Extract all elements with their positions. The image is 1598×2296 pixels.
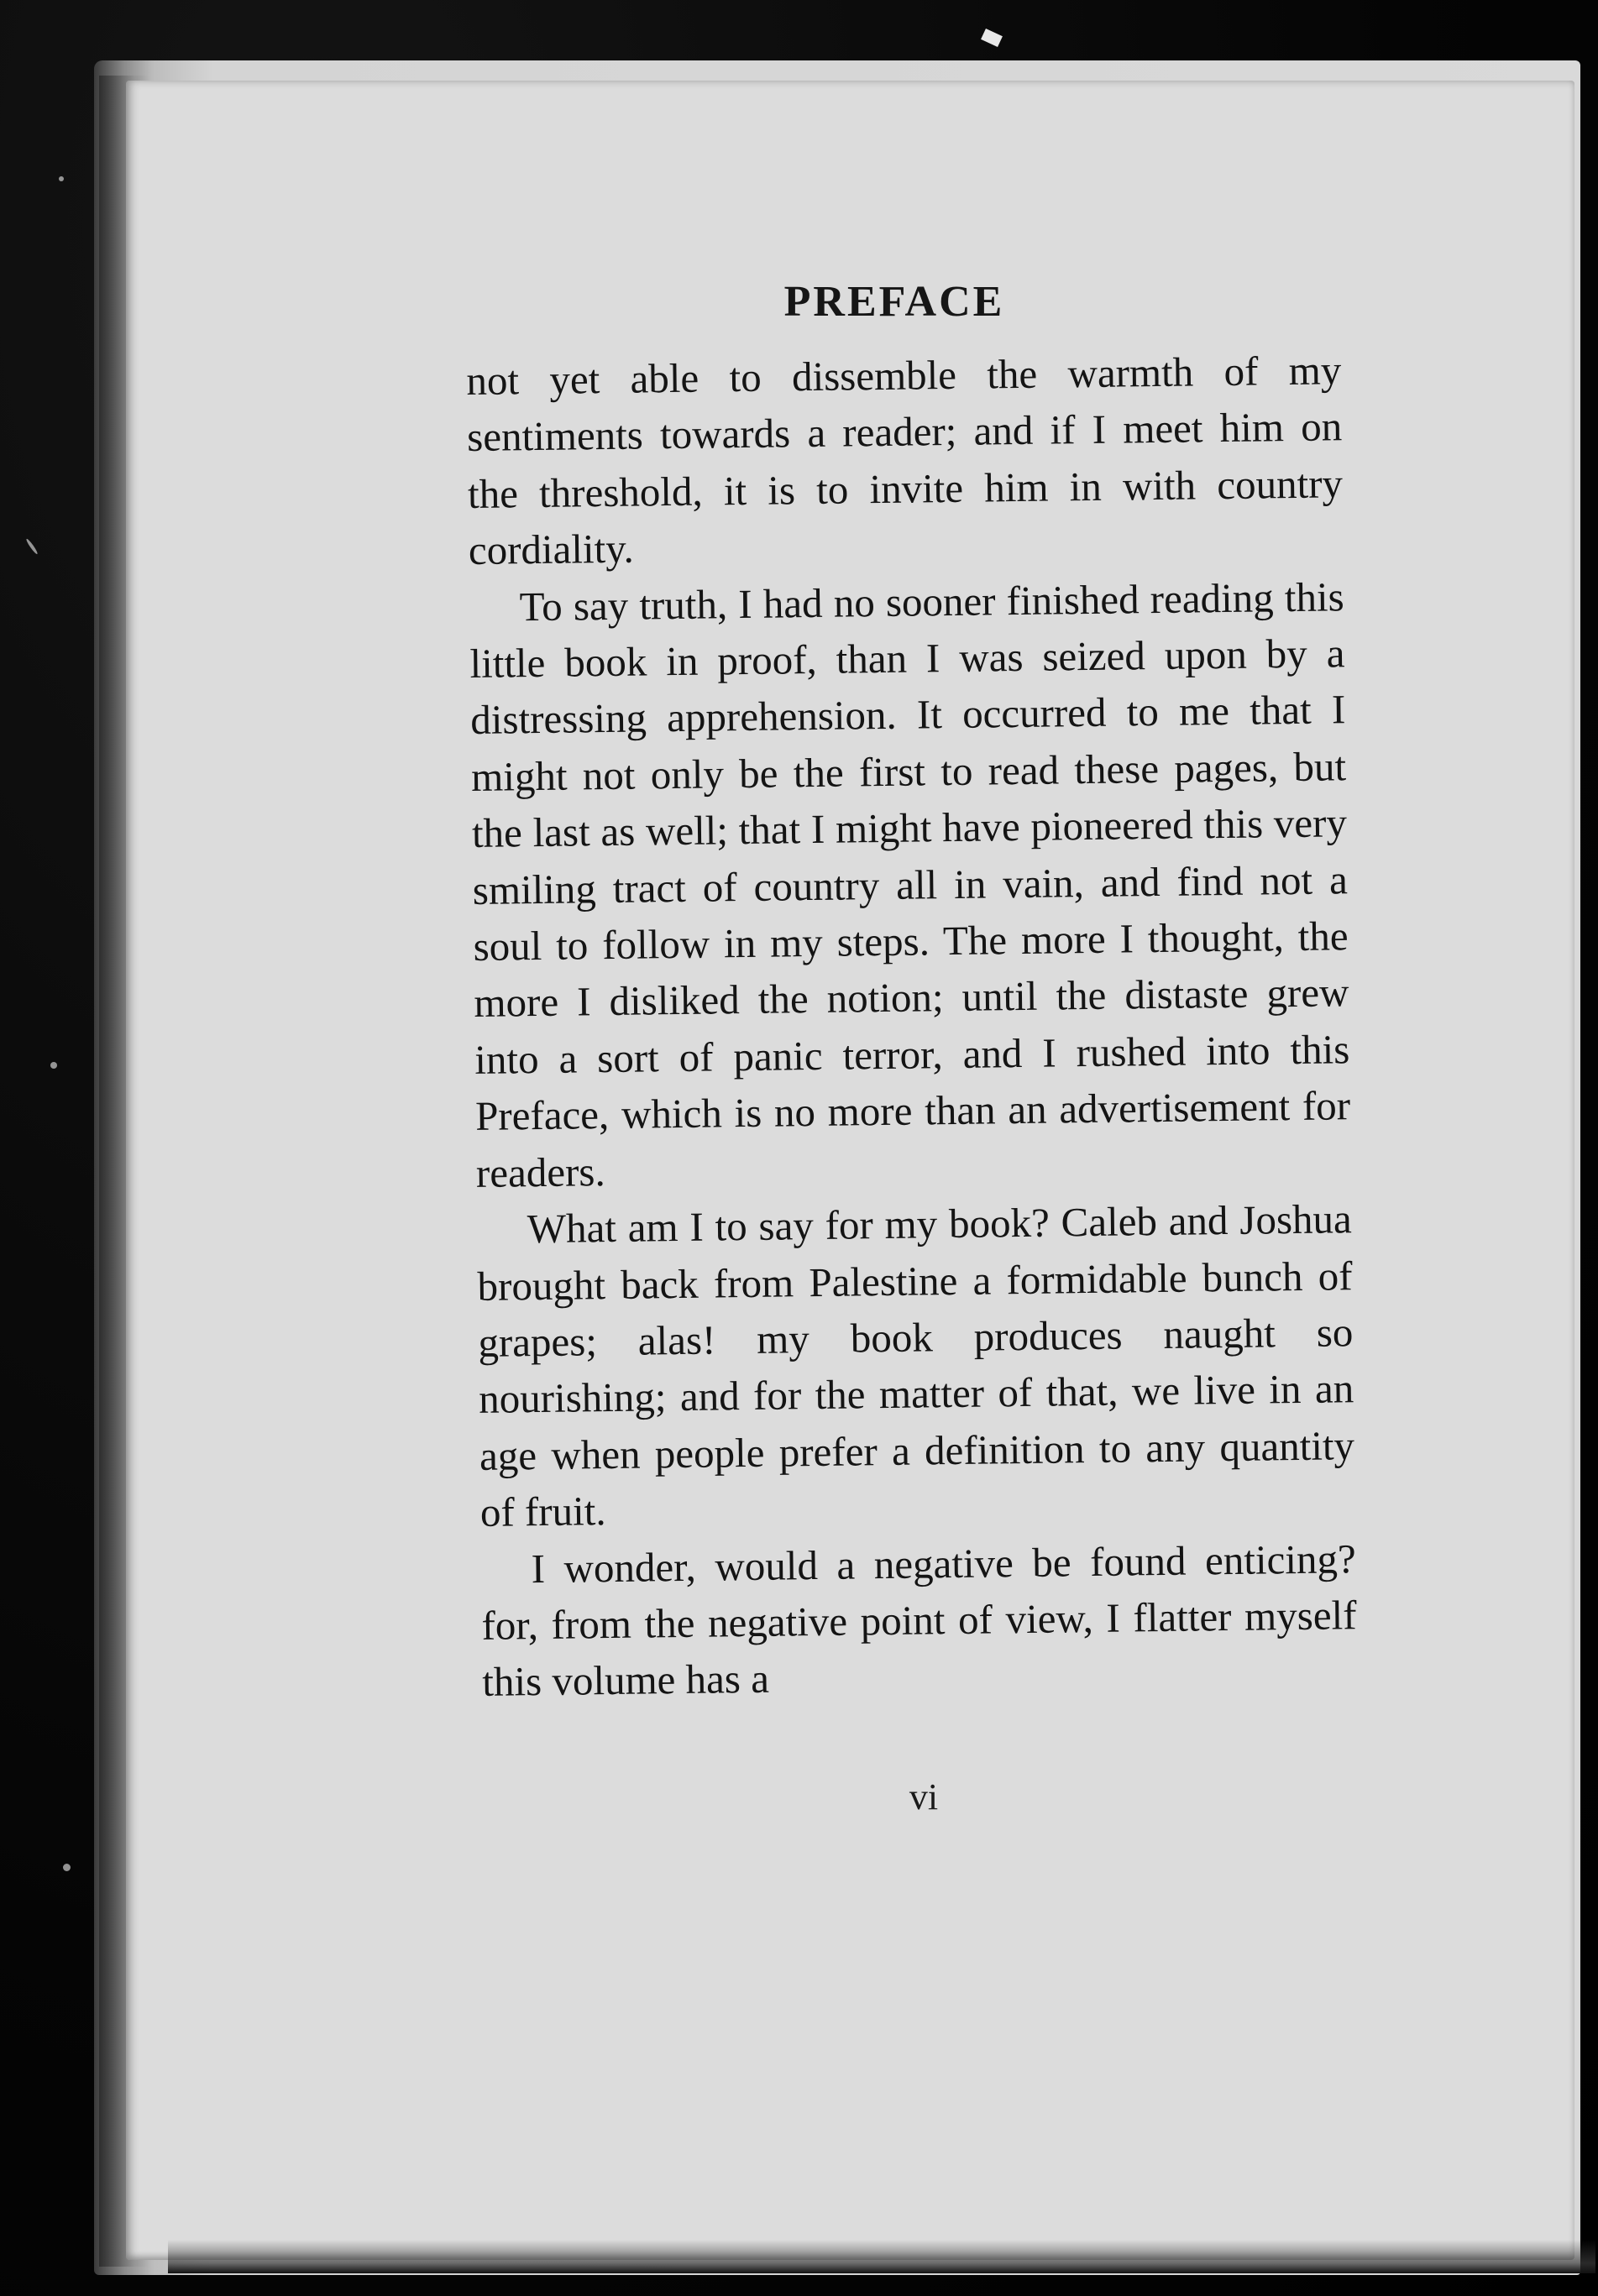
running-head: PREFACE <box>783 278 1005 326</box>
paragraph: To say truth, I had no sooner finished reading this little book in proof, than I was seized upon by a distressing apprehension. It occurred to me that I might not only be the first to read these pages, but the last as well; that I might have pioneered this very smiling tract of country all in vain, and find not a soul to follow in my steps. The more I thought, the more I disliked the notion; until the distaste grew into a sort of panic terror, and I rushed into this Preface, which is no more than an advertisement for readers. <box>469 573 1351 1196</box>
body-text <box>466 342 1358 1710</box>
scan-speck <box>63 1864 71 1871</box>
paragraph: What am I to say for my book? Caleb and Joshua brought back from Palestine a formidable bunch of grapes; alas! my book produces naught so nourishing; and for the matter of that, we live in an age when people prefer a definition to any quantity of fruit. <box>477 1195 1355 1536</box>
paragraph: I wonder, would a negative be found enticing? for, from the negative point of view, I flatter myself this volume has a <box>481 1535 1357 1706</box>
page-number: vi <box>909 1776 939 1817</box>
scan-speck <box>59 176 64 181</box>
scan-speck <box>50 1062 57 1069</box>
page-bottom-edge <box>168 2240 1595 2273</box>
paragraph: not yet able to dissemble the warmth of my sentiments towards a reader; and if I meet him on the threshold, it is to invite him in with country cordiality. <box>466 347 1344 574</box>
